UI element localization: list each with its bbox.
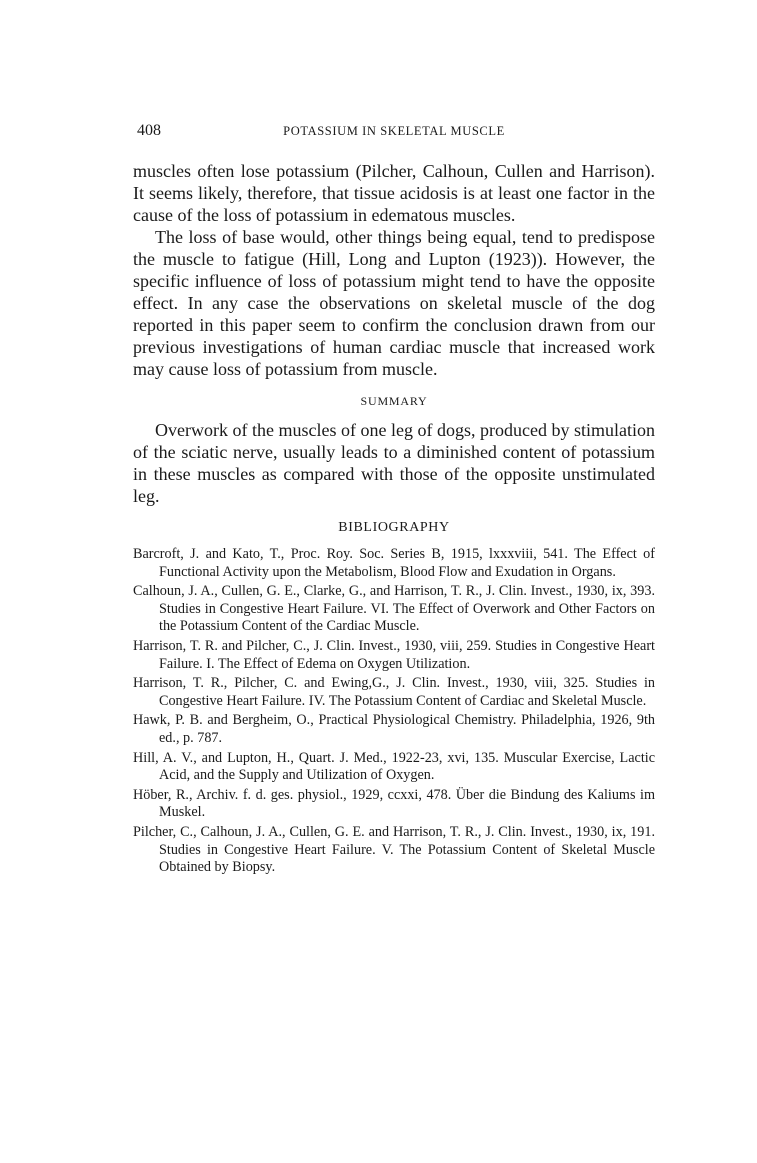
- bibliography-entry: Höber, R., Archiv. f. d. ges. physiol., 1929, ccxxi, 478. Über die Bindung des Kaliums im Muskel.: [133, 786, 655, 821]
- bibliography-list: [133, 546, 655, 877]
- bibliography-entry: Calhoun, J. A., Cullen, G. E., Clarke, G., and Harrison, T. R., J. Clin. Invest., 1930, ix, 393. Studies in Congestive Heart Failure. VI. The Effect of Overwork and Other Factors on the Potassium Content of the Cardiac Muscle.: [133, 583, 655, 635]
- bibliography-entry: Hawk, P. B. and Bergheim, O., Practical Physiological Chemistry. Philadelphia, 1926, 9th ed., p. 787.: [133, 712, 655, 746]
- bibliography-heading: BIBLIOGRAPHY: [338, 520, 450, 535]
- summary-paragraph: Overwork of the muscles of one leg of dogs, produced by stimulation of the sciatic nerve, usually leads to a diminished content of potassium in these muscles as compared with those of the opposite unstimulated leg.: [133, 420, 655, 506]
- journal-page: [133, 120, 655, 879]
- bibliography-entry: Harrison, T. R., Pilcher, C. and Ewing,G., J. Clin. Invest., 1930, viii, 325. Studies in Congestive Heart Failure. IV. The Potassium Content of Cardiac and Skeletal Muscle.: [133, 675, 655, 709]
- bibliography-entry: Harrison, T. R. and Pilcher, C., J. Clin. Invest., 1930, viii, 259. Studies in Congestive Heart Failure. I. The Effect of Edema on Oxygen Utilization.: [133, 637, 655, 672]
- body-paragraph: The loss of base would, other things being equal, tend to predispose the muscle to fatigue (Hill, Long and Lupton (1923)). However, the specific influence of loss of potassium might tend to have the opposite effect. In any case the observations on skeletal muscle of the dog reported in this paper seem to confirm the conclusion drawn from our previous investigations of human cardiac muscle that increased work may cause loss of potassium from muscle.: [133, 227, 655, 379]
- summary-section: [133, 419, 655, 507]
- summary-heading: SUMMARY: [360, 394, 428, 408]
- body-text: [133, 160, 655, 380]
- bibliography-entry: Barcroft, J. and Kato, T., Proc. Roy. Soc. Series B, 1915, lxxxviii, 541. The Effect of Functional Activity upon the Metabolism, Blood Flow and Exudation in Organs.: [133, 546, 655, 580]
- bibliography-entry: Pilcher, C., Calhoun, J. A., Cullen, G. E. and Harrison, T. R., J. Clin. Invest., 1930, ix, 191. Studies in Congestive Heart Failure. V. The Potassium Content of Skeletal Muscle Obtained by Biopsy.: [133, 823, 655, 876]
- body-paragraph: muscles often lose potassium (Pilcher, Calhoun, Cullen and Harrison). It seems likely, therefore, that tissue acidosis is at least one factor in the cause of the loss of potassium in edematous muscles.: [133, 161, 655, 225]
- running-head: [133, 120, 655, 142]
- page-number: 408: [137, 122, 161, 139]
- running-title: POTASSIUM IN SKELETAL MUSCLE: [283, 124, 505, 138]
- bibliography-entry: Hill, A. V., and Lupton, H., Quart. J. Med., 1922-23, xvi, 135. Muscular Exercise, Lactic Acid, and the Supply and Utilization of Oxygen.: [133, 749, 655, 784]
